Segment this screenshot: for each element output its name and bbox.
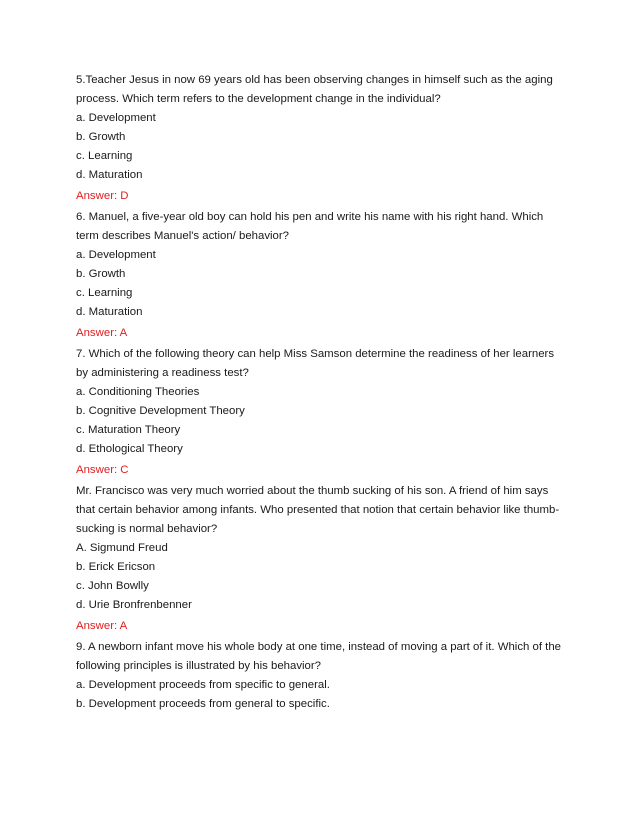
question-stem: 9. A newborn infant move his whole body at one time, instead of moving a part of it. Which of the following principles is illustrated by his behavior? <box>76 641 562 672</box>
option-a: a. Development <box>76 112 156 124</box>
question-6 <box>76 208 566 343</box>
question-stem: 7. Which of the following theory can help Miss Samson determine the readiness of her learners by administering a readiness test? <box>76 348 555 379</box>
option-a: a. Conditioning Theories <box>76 386 200 398</box>
answer-label: Answer: A <box>76 327 128 339</box>
question-stem: 6. Manuel, a five-year old boy can hold his pen and write his name with his right hand. Which term describes Manuel's action/ behavior? <box>76 211 544 242</box>
answer-label: Answer: C <box>76 464 129 476</box>
question-stem: 5.Teacher Jesus in now 69 years old has been observing changes in himself such as the aging process. Which term refers to the development change in the individual? <box>76 74 553 105</box>
option-b: b. Growth <box>76 268 126 280</box>
option-c: c. Learning <box>76 150 133 162</box>
option-c: c. Maturation Theory <box>76 424 181 436</box>
question-5 <box>76 71 566 206</box>
option-b: b. Development proceeds from general to specific. <box>76 698 330 710</box>
question-7 <box>76 345 566 480</box>
option-d: d. Maturation <box>76 306 143 318</box>
option-a: a. Development proceeds from specific to general. <box>76 679 330 691</box>
option-c: c. Learning <box>76 287 133 299</box>
option-d: d. Urie Bronfrenbenner <box>76 599 192 611</box>
option-c: c. John Bowlly <box>76 580 149 592</box>
option-b: b. Cognitive Development Theory <box>76 405 245 417</box>
document-page <box>76 71 566 714</box>
option-a: A. Sigmund Freud <box>76 542 168 554</box>
answer-label: Answer: A <box>76 620 128 632</box>
answer-label: Answer: D <box>76 190 129 202</box>
question-8 <box>76 482 566 636</box>
question-9 <box>76 638 566 714</box>
option-a: a. Development <box>76 249 156 261</box>
option-b: b. Growth <box>76 131 126 143</box>
option-d: d. Ethological Theory <box>76 443 183 455</box>
option-d: d. Maturation <box>76 169 143 181</box>
question-stem: Mr. Francisco was very much worried about the thumb sucking of his son. A friend of him says that certain behavior among infants. Who presented that notion that certain behavior like thumb-sucking is normal behavior? <box>76 485 560 535</box>
option-b: b. Erick Ericson <box>76 561 156 573</box>
